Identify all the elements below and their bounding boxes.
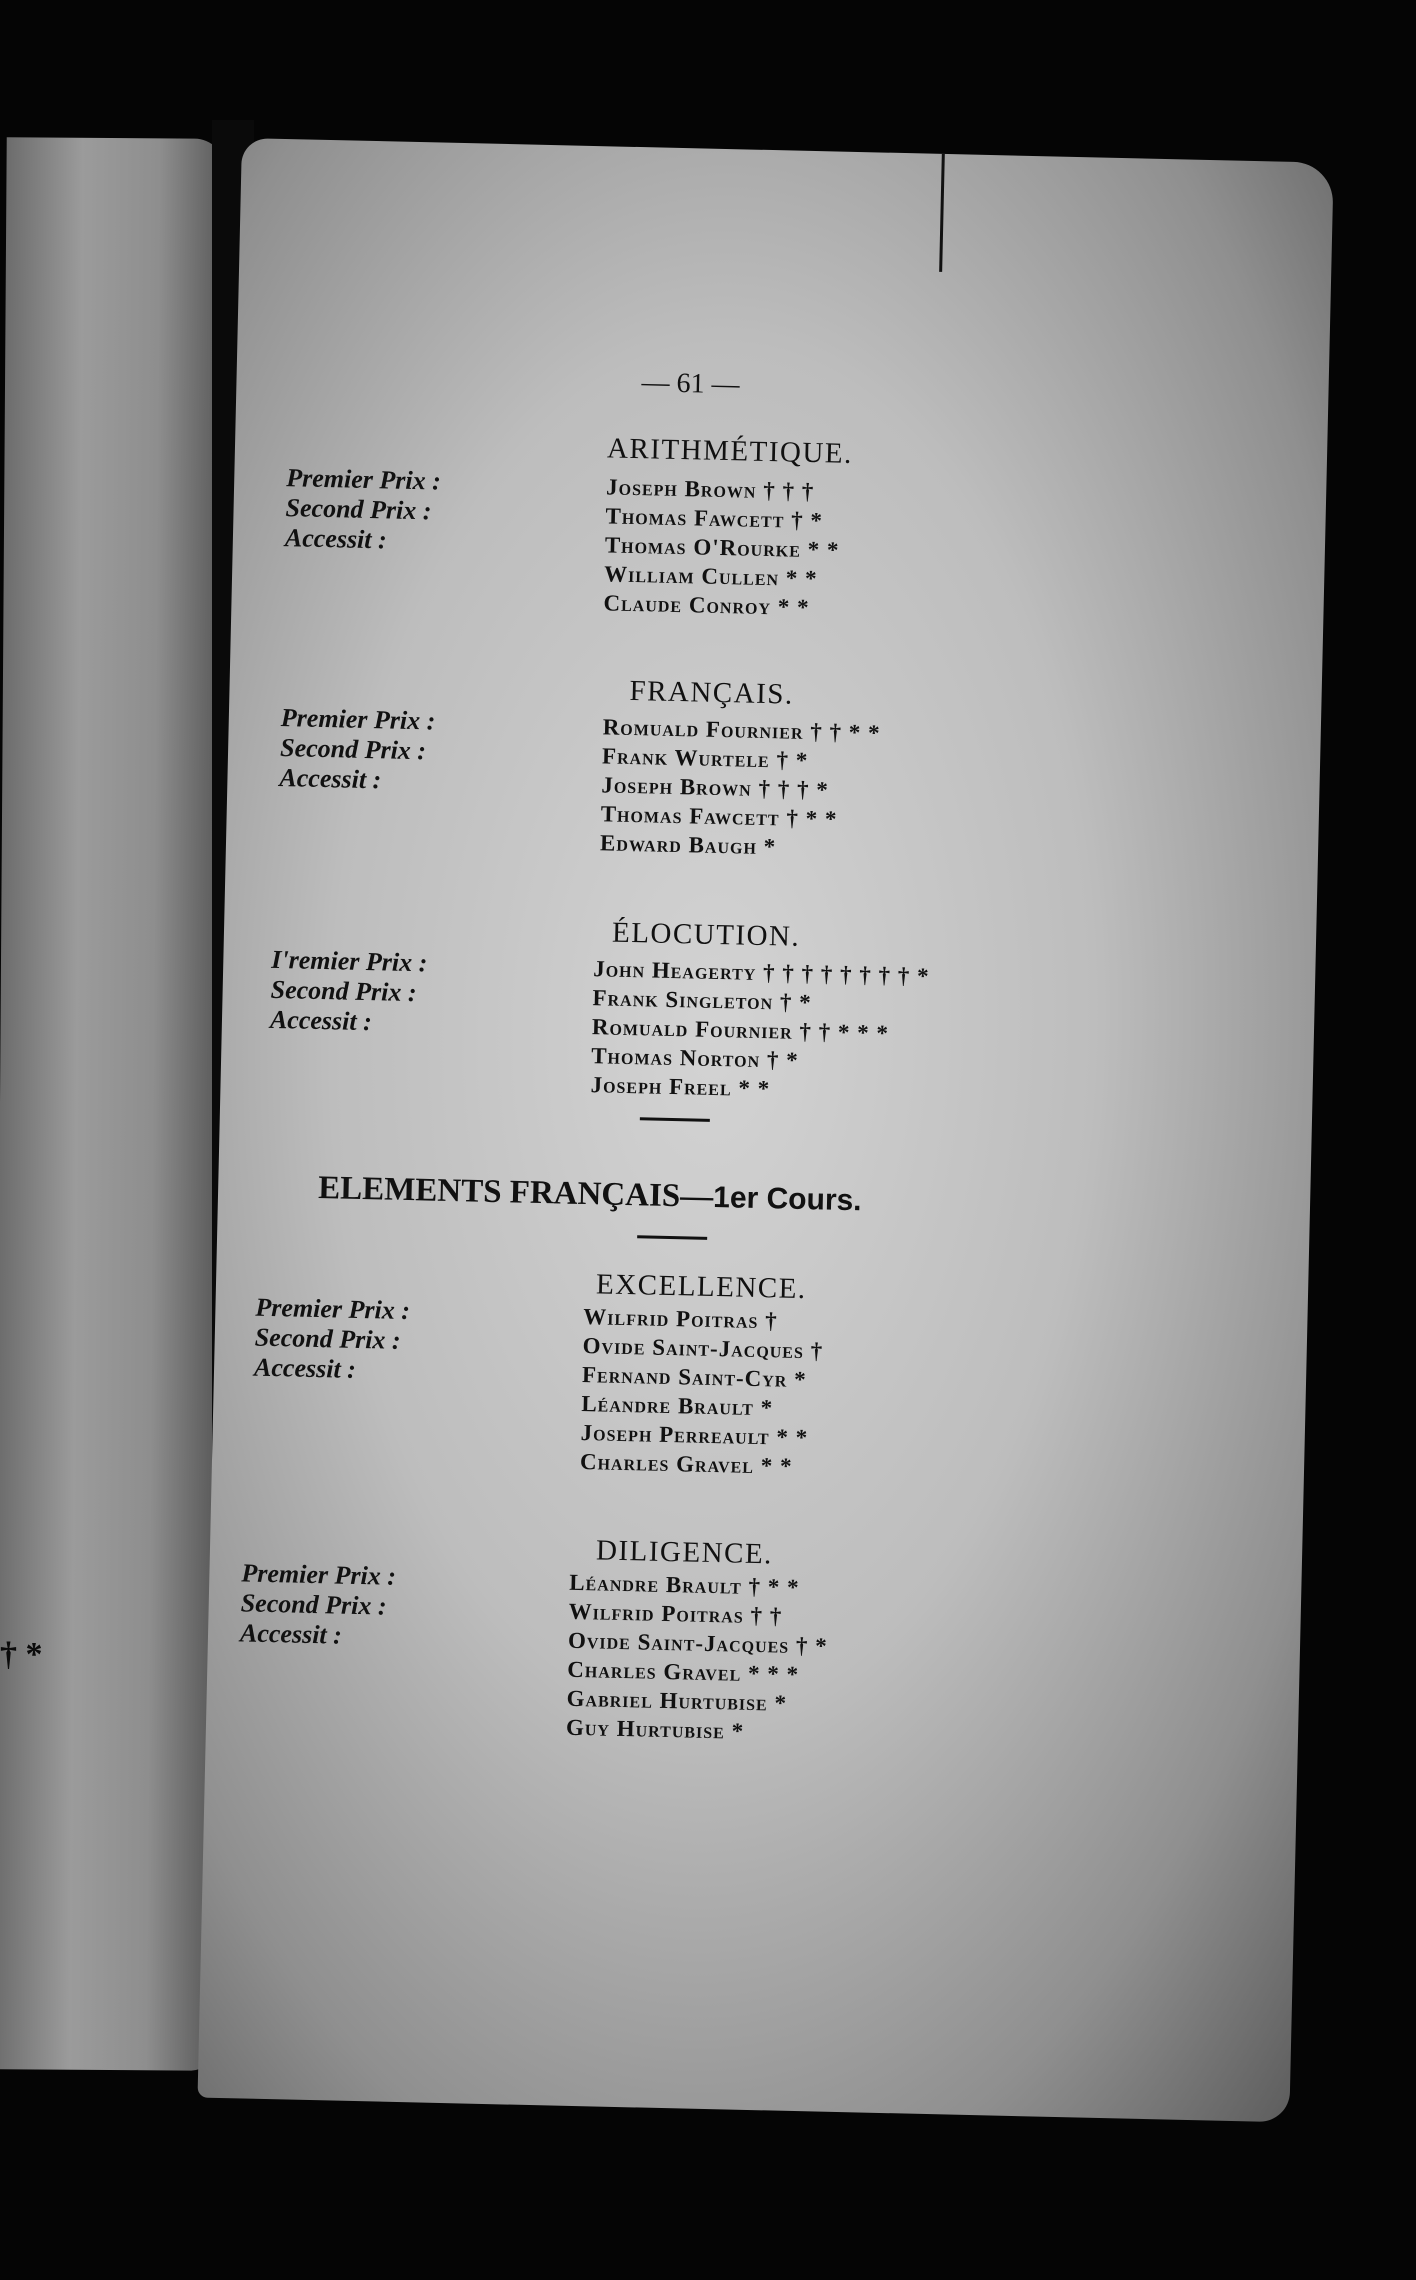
label-second-prix: Second Prix : xyxy=(270,974,417,1008)
label-premier-prix: I'remier Prix : xyxy=(271,944,428,978)
section-divider xyxy=(637,1235,707,1240)
label-accessit: Accessit : xyxy=(279,763,382,795)
winner-name: Edward Baugh * xyxy=(599,830,777,860)
label-accessit: Accessit : xyxy=(239,1618,343,1650)
winner-list xyxy=(590,954,930,1107)
section-title-francais: FRANÇAIS. xyxy=(629,674,795,711)
winner-name: Claude Conroy * * xyxy=(603,590,810,620)
winner-name: Thomas O'Rourke * * xyxy=(604,532,840,563)
label-premier-prix: Premier Prix : xyxy=(280,703,436,736)
prize-labels xyxy=(279,703,436,796)
winner-name: Charles Gravel * * * xyxy=(567,1656,800,1688)
winner-name: Ovide Saint-Jacques † * xyxy=(567,1627,829,1659)
winner-name: Joseph Perreault * * xyxy=(580,1420,809,1451)
label-premier-prix: Premier Prix : xyxy=(285,463,442,496)
course-heading xyxy=(318,1170,862,1219)
winner-name: William Cullen * * xyxy=(603,561,818,592)
winner-name: Gabriel Hurtubise * xyxy=(566,1685,788,1716)
winner-list xyxy=(580,1302,824,1481)
label-second-prix: Second Prix : xyxy=(279,733,427,766)
winner-name: Joseph Brown † † † xyxy=(605,474,815,505)
winner-name: Ovide Saint-Jacques † xyxy=(582,1333,824,1364)
label-second-prix: Second Prix : xyxy=(254,1322,401,1355)
label-premier-prix: Premier Prix : xyxy=(241,1558,397,1591)
winner-name: Joseph Brown † † † * xyxy=(601,772,830,803)
prize-labels xyxy=(254,1293,411,1386)
winner-name: John Heagerty † † † † † † † † * xyxy=(592,956,930,989)
winner-list xyxy=(600,712,881,863)
winner-name: Frank Wurtele † * xyxy=(601,743,809,774)
label-accessit: Accessit : xyxy=(284,523,388,555)
winner-name: Charles Gravel * * xyxy=(579,1449,793,1479)
label-accessit: Accessit : xyxy=(253,1352,357,1384)
prize-labels xyxy=(270,945,428,1039)
section-title-excellence: EXCELLENCE. xyxy=(595,1268,808,1306)
winner-name: Wilfrid Poitras † † xyxy=(568,1598,783,1629)
winner-name: Frank Singleton † * xyxy=(592,985,812,1016)
winner-name: Thomas Fawcett † * xyxy=(605,503,824,534)
label-second-prix: Second Prix : xyxy=(285,493,432,526)
section-title-elocution: ÉLOCUTION. xyxy=(611,916,801,953)
right-page xyxy=(198,138,1334,2122)
page-number: — 61 — xyxy=(641,367,740,401)
prize-labels xyxy=(285,463,442,556)
label-second-prix: Second Prix : xyxy=(240,1588,387,1621)
winner-name: Romuald Fournier † † * * * xyxy=(591,1014,890,1046)
course-heading-main: ELEMENTS FRANÇAIS— xyxy=(317,1170,714,1215)
section-title-diligence: DILIGENCE. xyxy=(595,1534,774,1571)
winner-list xyxy=(566,1568,830,1748)
winner-list xyxy=(603,472,841,622)
winner-name: Joseph Freel * * xyxy=(590,1072,771,1102)
winner-name: Fernand Saint-Cyr * xyxy=(581,1362,807,1393)
winner-name: Wilfrid Poitras † xyxy=(583,1304,779,1334)
left-page-fragment: † * xyxy=(0,1636,43,1673)
winner-name: Guy Hurtubise * xyxy=(565,1714,745,1744)
course-heading-suffix: 1er Cours. xyxy=(712,1180,862,1218)
left-page xyxy=(0,137,225,2070)
winner-name: Léandre Brault * xyxy=(581,1391,774,1421)
winner-name: Romuald Fournier † † * * xyxy=(602,714,881,746)
winner-name: Thomas Norton † * xyxy=(590,1043,799,1073)
section-title-arithmetique: ARITHMÉTIQUE. xyxy=(606,432,854,470)
winner-name: Thomas Fawcett † * * xyxy=(600,801,838,832)
label-accessit: Accessit : xyxy=(269,1004,373,1037)
pen-mark xyxy=(939,144,945,272)
prize-labels xyxy=(240,1558,397,1651)
section-divider xyxy=(640,1117,710,1122)
winner-name: Léandre Brault † * * xyxy=(569,1569,800,1601)
label-premier-prix: Premier Prix : xyxy=(255,1292,411,1326)
